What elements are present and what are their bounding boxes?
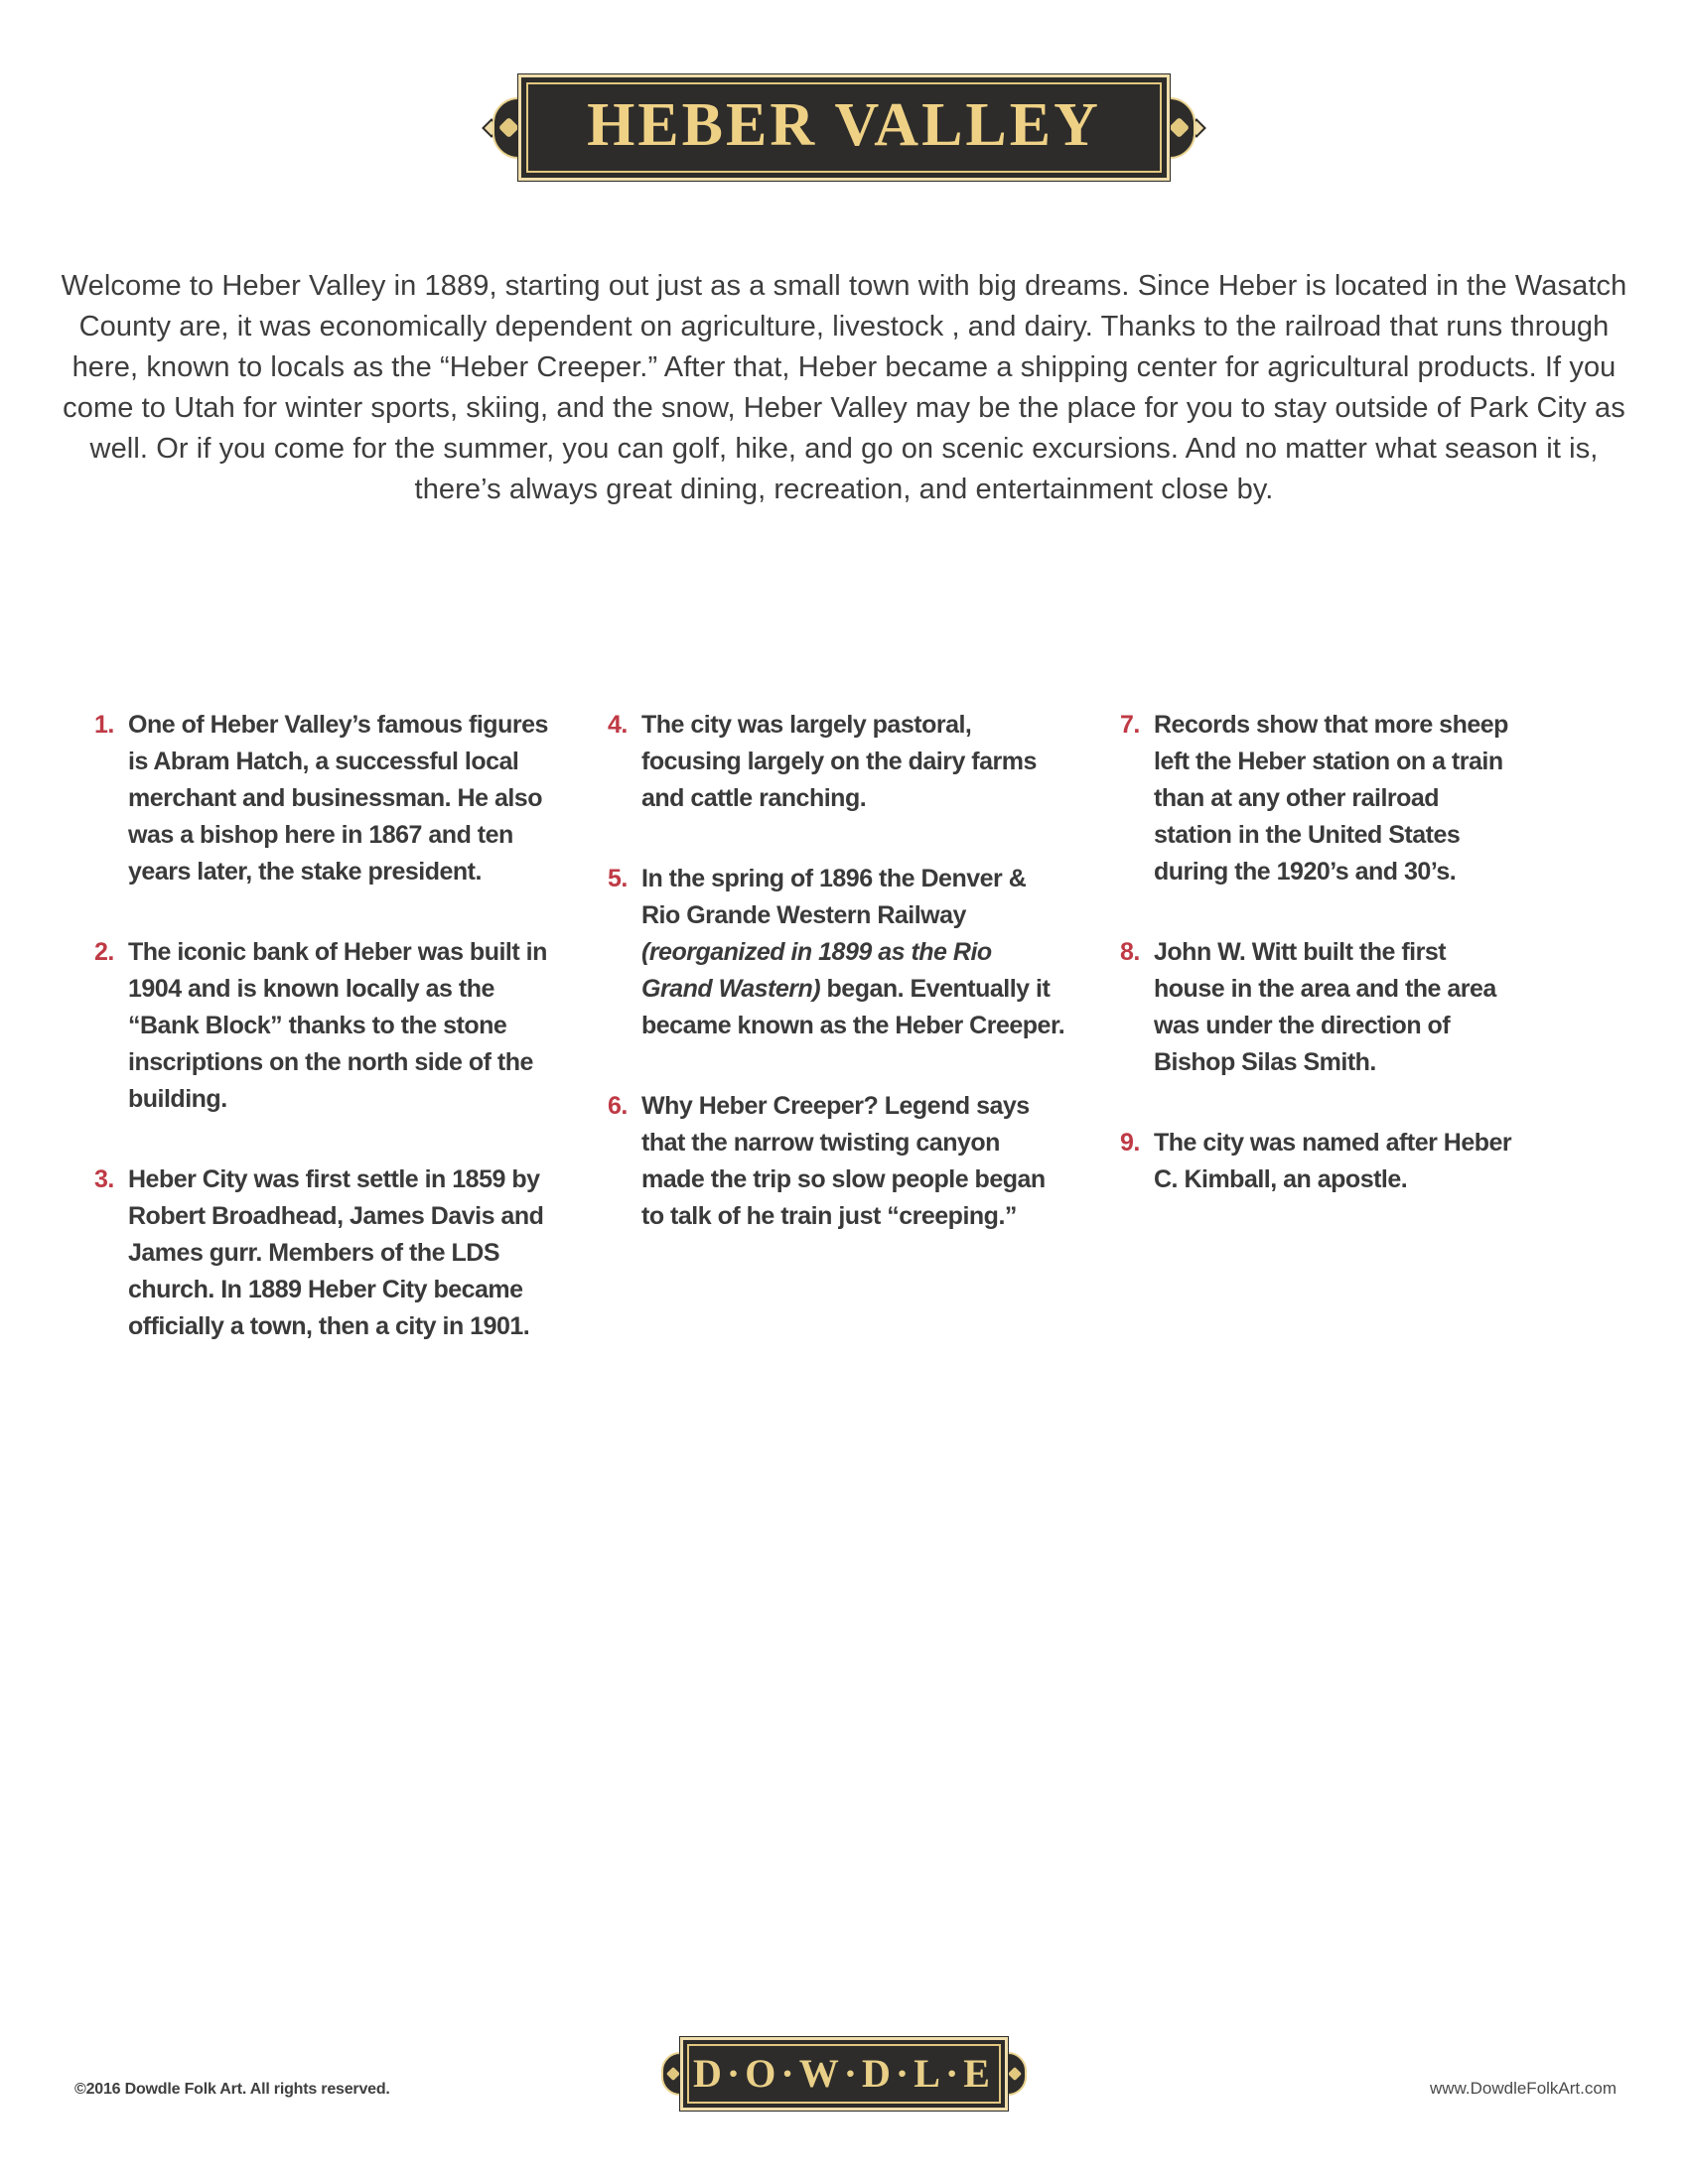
facts-section [94, 707, 1574, 1389]
fact-text: The city was named after Heber C. Kimball, an apostle. [1154, 1129, 1512, 1193]
floret-icon [498, 117, 519, 138]
plaque-body [680, 2037, 1008, 2111]
facts-column-2 [608, 707, 1120, 1389]
fact-text-plain: began. Eventually it became known as the Heber Creeper. [641, 975, 1065, 1039]
floret-icon [1169, 117, 1190, 138]
floret-icon [666, 2067, 680, 2081]
fact-item-7 [1120, 707, 1574, 890]
fact-number: 9. [1120, 1129, 1140, 1157]
fact-number: 6. [608, 1092, 628, 1120]
fact-text: Why Heber Creeper? Legend says that the narrow twisting canyon made the trip so slow people began to talk of he train just “creeping.” [641, 1092, 1046, 1230]
dowdle-logo-text: D·O·W·D·L·E [693, 2050, 995, 2096]
fact-number: 2. [94, 938, 114, 966]
fact-text-italic: (reorganized in 1899 as the Rio Grand Wastern) [641, 938, 992, 1003]
fact-item-3 [94, 1161, 608, 1345]
fact-number: 5. [608, 865, 628, 892]
fact-number: 4. [608, 711, 628, 739]
intro-paragraph: Welcome to Heber Valley in 1889, starting out just as a small town with big dreams. Since Heber is located in the Wasatch County are, it was economically dependent on agriculture, livestock , and dairy. Thanks to the railroad that runs through here, known to locals as the “Heber Creeper.” After that, Heber became a shipping center for agricultural products. If you come to Utah for winter sports, skiing, and the snow, Heber Valley may be the place for you to stay outside of Park City as well. Or if you come for the summer, you can golf, hike, and go on scenic excursions. And no matter what season it is, there’s always great dining, recreation, and entertainment close by. [61, 270, 1627, 505]
fact-text [641, 861, 1065, 1044]
fact-text: The city was largely pastoral, focusing largely on the dairy farms and cattle ranching. [641, 711, 1037, 812]
fact-text: One of Heber Valley’s famous figures is Abram Hatch, a successful local merchant and businessman. He also was a bishop here in 1867 and ten years later, the stake president. [128, 711, 548, 886]
fact-number: 8. [1120, 938, 1140, 966]
fact-number: 1. [94, 711, 114, 739]
fact-item-5 [608, 861, 1120, 1044]
fact-item-8 [1120, 934, 1574, 1081]
plaque-body [518, 74, 1170, 181]
website-url: www.DowdleFolkArt.com [1430, 2079, 1617, 2098]
fact-text: John W. Witt built the first house in the area and the area was under the direction of Bishop Silas Smith. [1154, 938, 1496, 1076]
dowdle-logo-plaque [680, 2037, 1008, 2111]
fact-item-4 [608, 707, 1120, 817]
fact-number: 7. [1120, 711, 1140, 739]
fact-text-plain: In the spring of 1896 the Denver & Rio Grande Western Railway [641, 865, 1027, 929]
fact-item-9 [1120, 1125, 1574, 1198]
floret-icon [1008, 2067, 1022, 2081]
fact-text: Heber City was first settle in 1859 by Robert Broadhead, James Davis and James gurr. Members of the LDS church. In 1889 Heber City became officially a town, then a city in 1901. [128, 1165, 544, 1340]
fact-number: 3. [94, 1165, 114, 1193]
heber-valley-plaque [518, 74, 1170, 181]
fact-item-2 [94, 934, 608, 1118]
facts-column-1 [94, 707, 608, 1389]
fact-text: The iconic bank of Heber was built in 1904 and is known locally as the “Bank Block” thanks to the stone inscriptions on the north side of the building. [128, 938, 547, 1113]
copyright-text: ©2016 Dowdle Folk Art. All rights reserved. [74, 2081, 390, 2098]
fact-item-1 [94, 707, 608, 890]
page-title: HEBER VALLEY [587, 91, 1101, 159]
fact-text: Records show that more sheep left the Heber station on a train than at any other railroad station in the United States during the 1920’s and 30’s. [1154, 711, 1508, 886]
facts-column-3 [1120, 707, 1574, 1389]
fact-item-6 [608, 1088, 1120, 1235]
